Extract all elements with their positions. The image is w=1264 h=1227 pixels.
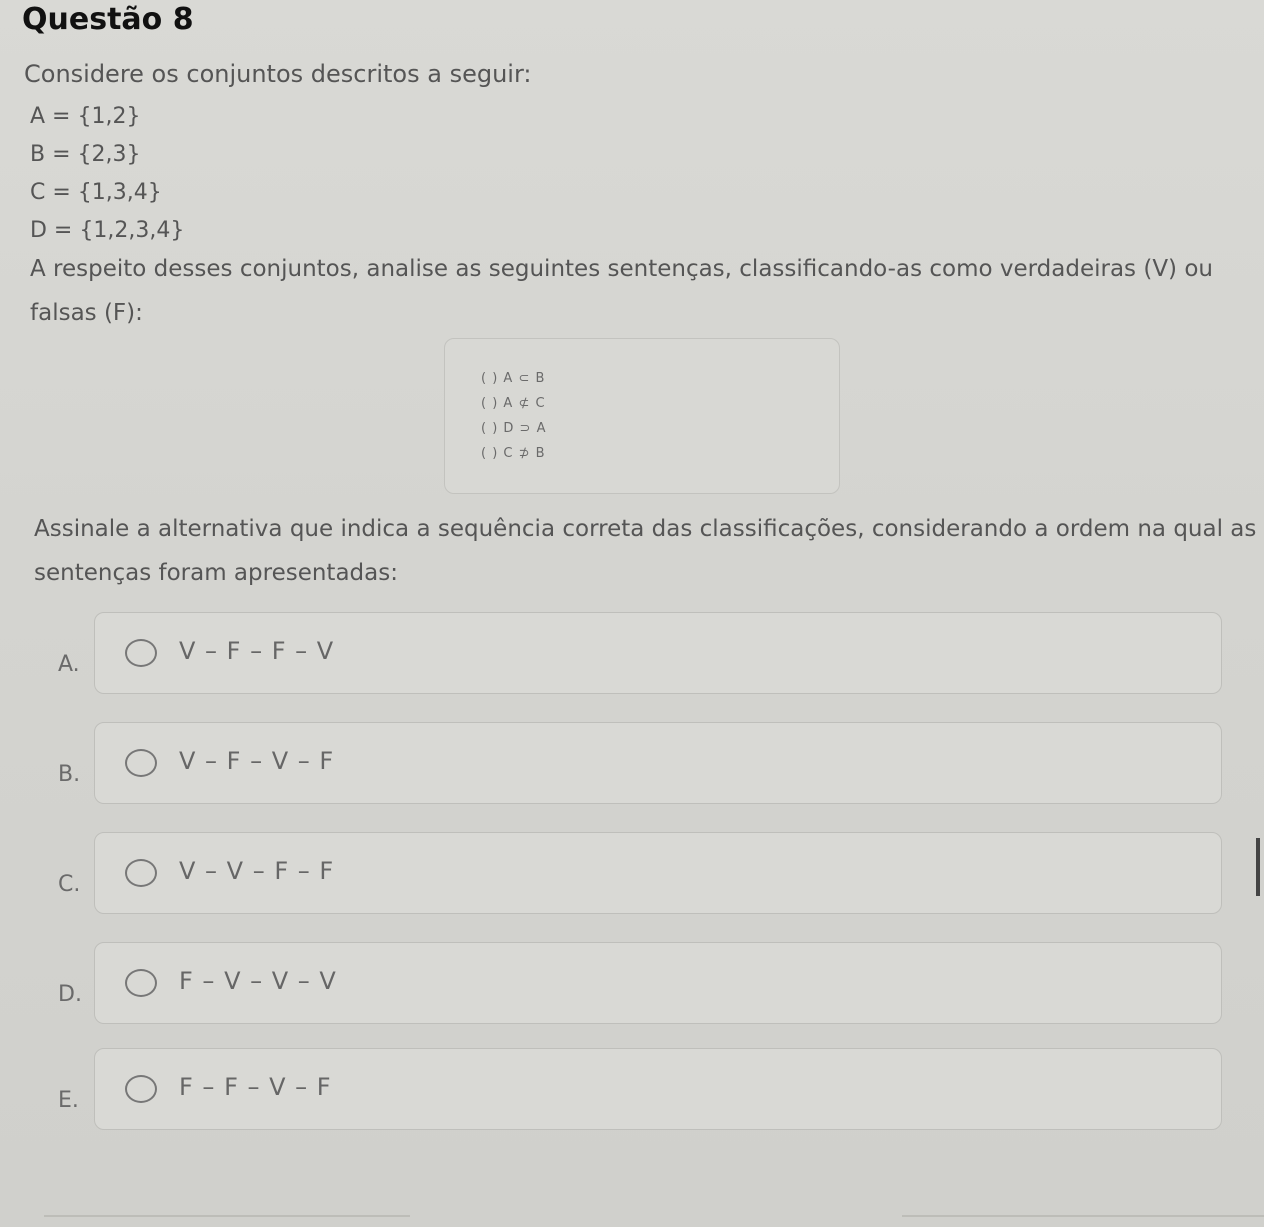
- statements-image: [444, 338, 840, 494]
- bottom-divider-left: [44, 1215, 410, 1217]
- statement-1: ( ) A ⊂ B: [481, 371, 546, 386]
- bottom-divider-right: [902, 1215, 1264, 1217]
- option-text: F – F – V – F: [179, 1073, 332, 1101]
- radio-button[interactable]: [125, 969, 157, 997]
- set-b: B = {2,3}: [30, 142, 141, 167]
- scrollbar-thumb[interactable]: [1256, 838, 1260, 896]
- question-line-2: sentenças foram apresentadas:: [34, 560, 398, 586]
- set-c: C = {1,3,4}: [30, 180, 162, 205]
- option-a[interactable]: [0, 612, 1264, 694]
- option-card[interactable]: [94, 612, 1222, 694]
- option-text: F – V – V – V: [179, 967, 337, 995]
- radio-button[interactable]: [125, 639, 157, 667]
- option-letter: C.: [58, 872, 81, 897]
- option-d[interactable]: [0, 942, 1264, 1024]
- radio-button[interactable]: [125, 859, 157, 887]
- question-title: Questão 8: [22, 2, 194, 37]
- instruction-line-1: A respeito desses conjuntos, analise as seguintes sentenças, classificando-as como verdadeiras (V) ou: [30, 256, 1213, 282]
- intro-text: Considere os conjuntos descritos a seguir:: [24, 60, 532, 88]
- question-line-1: Assinale a alternativa que indica a sequência correta das classificações, considerando a ordem na qual as: [34, 516, 1257, 542]
- option-letter: D.: [58, 982, 82, 1007]
- option-card[interactable]: [94, 942, 1222, 1024]
- option-card[interactable]: [94, 1048, 1222, 1130]
- instruction-line-2: falsas (F):: [30, 300, 143, 326]
- option-text: V – F – F – V: [179, 637, 335, 665]
- option-card[interactable]: [94, 722, 1222, 804]
- option-c[interactable]: [0, 832, 1264, 914]
- option-letter: A.: [58, 652, 80, 677]
- option-e[interactable]: [0, 1048, 1264, 1130]
- option-b[interactable]: [0, 722, 1264, 804]
- set-d: D = {1,2,3,4}: [30, 218, 185, 243]
- radio-button[interactable]: [125, 1075, 157, 1103]
- statement-2: ( ) A ⊄ C: [481, 396, 546, 411]
- statement-4: ( ) C ⊅ B: [481, 446, 546, 461]
- option-text: V – F – V – F: [179, 747, 335, 775]
- option-letter: E.: [58, 1088, 79, 1113]
- option-card[interactable]: [94, 832, 1222, 914]
- statement-3: ( ) D ⊃ A: [481, 421, 547, 436]
- set-a: A = {1,2}: [30, 104, 141, 129]
- option-letter: B.: [58, 762, 81, 787]
- radio-button[interactable]: [125, 749, 157, 777]
- option-text: V – V – F – F: [179, 857, 335, 885]
